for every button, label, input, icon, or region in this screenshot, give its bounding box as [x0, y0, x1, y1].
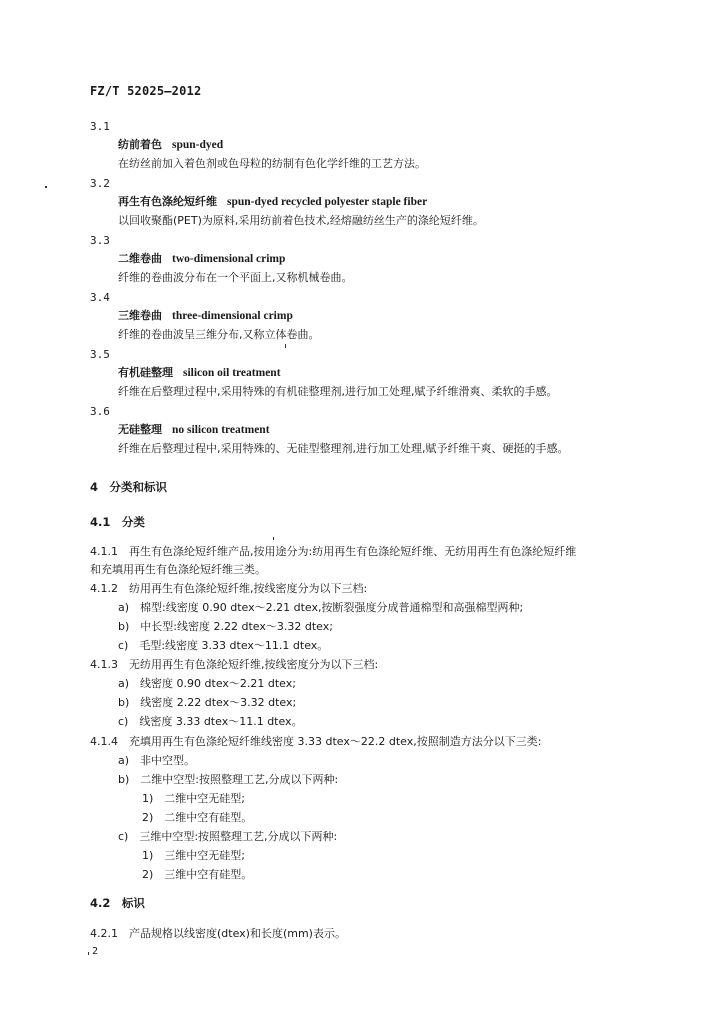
term-heading — [118, 253, 285, 266]
sub-list-item: 1) 三维中空无硅型; — [142, 849, 245, 862]
clause-number: 3.3 — [90, 234, 110, 247]
paragraph-line: 和充填用再生有色涤纶短纤维三类。 — [90, 563, 266, 576]
list-item: b) 线密度 2.22 dtex～3.32 dtex; — [118, 696, 297, 709]
term-zh: 纺前着色 — [118, 138, 162, 151]
paragraph-line: 4.1.4 充填用再生有色涤纶短纤维线密度 3.33 dtex～22.2 dtex,按照制造方法分以下三类: — [90, 735, 542, 748]
term-zh: 再生有色涤纶短纤维 — [118, 195, 217, 208]
scan-speck — [88, 952, 89, 955]
list-item: c) 三维中空型:按照整理工艺,分成以下两种: — [118, 830, 338, 843]
scan-speck — [45, 186, 47, 188]
term-en: two-dimensional crimp — [172, 253, 286, 265]
term-zh: 二维卷曲 — [118, 252, 162, 265]
scan-speck — [273, 537, 274, 540]
term-heading — [118, 367, 281, 380]
term-zh: 无硅整理 — [118, 423, 162, 436]
term-en: three-dimensional crimp — [172, 310, 293, 322]
term-definition: 纤维的卷曲波呈三维分布,又称立体卷曲。 — [118, 328, 320, 341]
term-en: spun-dyed recycled polyester staple fiber — [227, 196, 428, 208]
paragraph-line: 4.1.1 再生有色涤纶短纤维产品,按用途分为:纺用再生有色涤纶短纤维、无纺用再生有色涤纶短纤维 — [90, 545, 577, 558]
sub-list-item: 2) 二维中空有硅型。 — [142, 811, 253, 824]
sub-list-item: 2) 三维中空有硅型。 — [142, 868, 253, 881]
term-zh: 有机硅整理 — [118, 366, 173, 379]
term-en: spun-dyed — [172, 139, 224, 151]
list-item: b) 二维中空型:按照整理工艺,分成以下两种: — [118, 773, 339, 786]
clause-number: 3.5 — [90, 348, 110, 361]
standard-header: FZ/T 52025—2012 — [90, 84, 202, 98]
list-item: a) 线密度 0.90 dtex～2.21 dtex; — [118, 677, 296, 690]
term-en: silicon oil treatment — [183, 367, 281, 379]
list-item: b) 中长型:线密度 2.22 dtex～3.32 dtex; — [118, 620, 333, 633]
clause-number: 3.4 — [90, 291, 110, 304]
subsection-heading: 4.2 标识 — [90, 896, 145, 910]
sub-list-item: 1) 二维中空无硅型; — [142, 792, 245, 805]
paragraph-line: 4.1.2 纺用再生有色涤纶短纤维,按线密度分为以下三档: — [90, 582, 368, 595]
clause-number: 3.1 — [90, 120, 110, 133]
term-heading — [118, 139, 223, 152]
list-item: a) 非中空型。 — [118, 754, 196, 767]
list-item: c) 毛型:线密度 3.33 dtex～11.1 dtex。 — [118, 639, 329, 652]
term-zh: 三维卷曲 — [118, 309, 162, 322]
term-definition: 纤维在后整理过程中,采用特殊的有机硅整理剂,进行加工处理,赋予纤维滑爽、柔软的手感。 — [118, 385, 558, 398]
term-definition: 以回收聚酯(PET)为原料,采用纺前着色技术,经熔融纺丝生产的涤纶短纤维。 — [118, 214, 484, 227]
term-heading — [118, 424, 270, 437]
list-item: c) 线密度 3.33 dtex～11.1 dtex。 — [118, 715, 303, 728]
subsection-heading: 4.1 分类 — [90, 515, 145, 529]
paragraph-line: 4.1.3 无纺用再生有色涤纶短纤维,按线密度分为以下三档: — [90, 658, 379, 671]
clause-number: 3.2 — [90, 177, 110, 190]
term-heading — [118, 310, 293, 323]
term-heading — [118, 196, 427, 209]
term-definition: 在纺丝前加入着色剂或色母粒的纺制有色化学纤维的工艺方法。 — [118, 157, 426, 170]
scan-speck — [285, 344, 286, 348]
page-number: 2 — [92, 946, 99, 957]
paragraph-line: 4.2.1 产品规格以线密度(dtex)和长度(mm)表示。 — [90, 927, 346, 940]
term-definition: 纤维的卷曲波分布在一个平面上,又称机械卷曲。 — [118, 271, 353, 284]
list-item: a) 棉型:线密度 0.90 dtex～2.21 dtex,按断裂强度分成普通棉型和高强棉型两种; — [118, 601, 524, 614]
term-en: no silicon treatment — [172, 424, 270, 436]
term-definition: 纤维在后整理过程中,采用特殊的、无硅型整理剂,进行加工处理,赋予纤维干爽、硬挺的手感。 — [118, 442, 569, 455]
section-heading: 4 分类和标识 — [90, 480, 168, 494]
clause-number: 3.6 — [90, 405, 110, 418]
